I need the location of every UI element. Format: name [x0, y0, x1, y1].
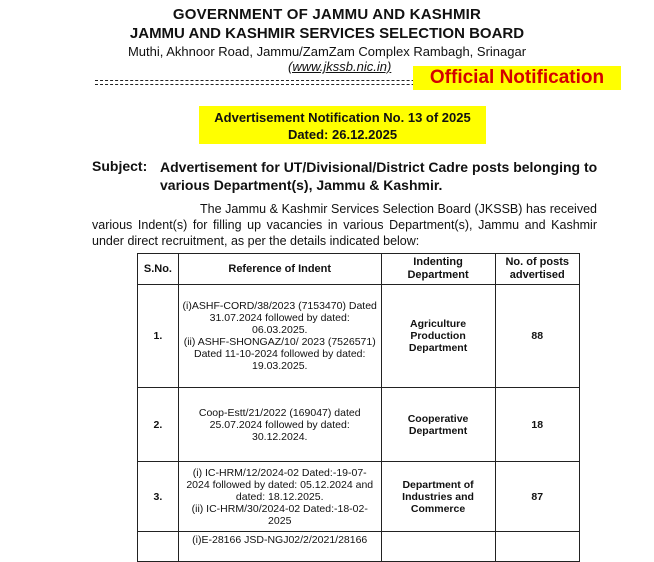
- row-department: [381, 532, 495, 562]
- table-row: [138, 388, 580, 462]
- header-government: GOVERNMENT OF JAMMU AND KASHMIR: [172, 6, 482, 23]
- website-link[interactable]: (www.jkssb.nic.in): [288, 59, 392, 74]
- advertisement-box: [199, 106, 486, 144]
- row-reference: [178, 388, 381, 462]
- header-posts: No. of posts advertised: [495, 254, 580, 285]
- reference-line: (i)E-28166 JSD-NGJ02/2/2021/28166: [192, 534, 368, 546]
- table-row: [138, 462, 580, 532]
- header-address: Muthi, Akhnoor Road, Jammu/ZamZam Complex Rambagh, Srinagar: [127, 44, 527, 59]
- subject-text: Advertisement for UT/Divisional/District Cadre posts belonging to various Department(s), Jammu & Kashmir.: [160, 159, 598, 193]
- row-department: Agriculture Production Department: [381, 285, 495, 388]
- table-row: [138, 532, 580, 562]
- reference-line: (ii) ASHF-SHONGAZ/10/ 2023 (7526571) Dated 11-10-2024 followed by dated: 19.03.2025.: [183, 336, 376, 372]
- row-sno: 3.: [138, 462, 179, 532]
- header-department: Indenting Department: [381, 254, 495, 285]
- row-department: Cooperative Department: [381, 388, 495, 462]
- header-sno: S.No.: [138, 254, 179, 285]
- reference-line: (ii) IC-HRM/30/2024-02 Dated:-18-02-2025: [191, 502, 368, 527]
- row-posts: 87: [495, 462, 580, 532]
- row-sno: [138, 532, 179, 562]
- official-notification-badge: Official Notification: [413, 66, 621, 90]
- reference-line: (i)ASHF-CORD/38/2023 (7153470) Dated 31.07.2024 followed by dated: 06.03.2025.: [182, 300, 377, 336]
- indent-table: [137, 253, 580, 562]
- intro-text: The Jammu & Kashmir Services Selection Board (JKSSB) has received various Indent(s) for filling up vacancies in various Department(s), Jammu and Kashmir under direct recruitment, as per the details indicated below:: [92, 202, 597, 248]
- header-reference: Reference of Indent: [178, 254, 381, 285]
- row-reference: [178, 285, 381, 388]
- subject-label: Subject:: [92, 158, 148, 174]
- row-posts: [495, 532, 580, 562]
- row-sno: 2.: [138, 388, 179, 462]
- advertisement-number: Advertisement Notification No. 13 of 2025: [214, 110, 471, 125]
- reference-line: (i) IC-HRM/12/2024-02 Dated:-19-07-2024 followed by dated: 05.12.2024 and dated: 18.12.2025.: [186, 466, 374, 503]
- row-reference: [178, 532, 381, 562]
- row-posts: 88: [495, 285, 580, 388]
- advertisement-date: Dated: 26.12.2025: [287, 127, 398, 142]
- table-header-row: [138, 254, 580, 285]
- reference-line: Coop-Estt/21/2022 (169047) dated 25.07.2024 followed by dated: 30.12.2024.: [198, 406, 361, 443]
- row-posts: 18: [495, 388, 580, 462]
- header-board: JAMMU AND KASHMIR SERVICES SELECTION BOARD: [129, 25, 525, 42]
- intro-paragraph: [92, 201, 597, 249]
- row-reference: [178, 462, 381, 532]
- row-sno: 1.: [138, 285, 179, 388]
- row-department: Department of Industries and Commerce: [381, 462, 495, 532]
- table-row: [138, 285, 580, 388]
